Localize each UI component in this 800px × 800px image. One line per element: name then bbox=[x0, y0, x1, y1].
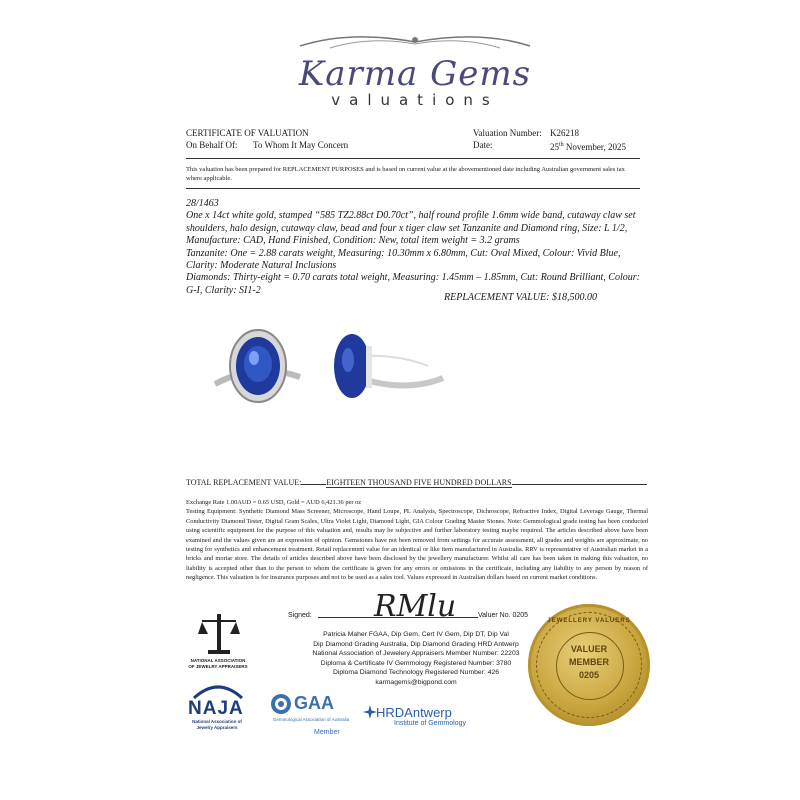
gaa-member-text: Member bbox=[314, 729, 340, 736]
gaa-logo-text: GAA bbox=[294, 693, 334, 713]
testing-text: Testing Equipment: Synthetic Diamond Mass Screener, Microscope, Hand Loupe, PL Analysis, Spectroscope, Dichroscope, Refractive Index, Digital Leverage Gauge, Thermal Conductivity Diamond Tester, Digital Gram Scales, Ultra Violet Light, Diamond Light, GIA Colour Grading Master Stones. Note: Gemmological grade testing has been conducted using scientific equipment for the purpose of this valuation and, results may be subjective and further laboratory testing maybe required. The articles described above have been examined and the values given are an expression of opinion. Gemstones have not been removed from settings for accurate assessment, all grades and weights are approximate, no testing for synthetics and enhancement treatment. Retail replacement value for an identical or like item manufactured in Australia. RRV is representative of Australian market in a bricks and mortar store. The details of articles described above have been disclosed by the jewellery manufacturer. Whilst all care has been taken in making this valuation, no liability is accepted other than to the person to whom the certificate is given for any errors or omissions in the certificate, including any liability to any person by reason of negligence. This valuation is for insurance purposes and not to be used as a sales tool. Values expressed in Australian dollars based on current market conditions. bbox=[186, 508, 648, 582]
scales-of-justice-icon bbox=[198, 612, 240, 656]
credential-line: Dip Diamond Grading Australia, Dip Diamond Grading HRD Antwerp bbox=[313, 640, 519, 648]
purpose-note: This valuation has been prepared for REPLACEMENT PURPOSES and is based on current value at the abovementioned date including Australian government sales tax where applicable. bbox=[186, 166, 625, 182]
total-words: EIGHTEEN THOUSAND FIVE HUNDRED DOLLARS bbox=[326, 478, 512, 487]
seal-top-text: JEWELLERY VALUERS bbox=[547, 618, 631, 624]
signed-label: Signed: bbox=[288, 612, 312, 619]
date-label: Date: bbox=[473, 140, 493, 150]
naja-swoosh-icon bbox=[190, 680, 246, 700]
gaa-subtitle: Gemmological Association of Australia bbox=[272, 717, 350, 722]
credential-line: National Association of Jewelery Appraisers Member Number: 22203 bbox=[312, 650, 520, 658]
logo-script-text: Karma Gems bbox=[298, 54, 532, 94]
on-behalf-label: On Behalf Of: bbox=[186, 140, 238, 150]
ring-top-view-image bbox=[210, 322, 305, 412]
ring-side-view-image bbox=[318, 326, 448, 412]
exchange-rate: Exchange Rate 1.00AUD = 0.65 USD, Gold = AUD 6,421.36 per oz bbox=[186, 499, 362, 506]
total-label: TOTAL REPLACEMENT VALUE: bbox=[186, 478, 302, 487]
ornament-flourish bbox=[290, 28, 540, 54]
credential-line: Patricia Maher FGAA, Dip Gem, Cert IV Gem, Dip DT, Dip Val bbox=[323, 631, 509, 638]
valuation-number: K26218 bbox=[550, 128, 579, 138]
gaa-emblem-icon bbox=[270, 693, 292, 715]
on-behalf-value: To Whom It May Concern bbox=[253, 140, 349, 150]
valuation-number-label: Valuation Number: bbox=[473, 128, 542, 138]
item-line1: One x 14ct white gold, stamped “585 TZ2.88ct D0.70ct”, half round profile 1.6mm wide band, cutaway claw set shoulders, halo design, cutaway claw, bead and four x tiger claw set Tanzanite and Diamond ring, Size: L 1/2, Manufacture: CAD, Hand Finished, Condition: New, total item weight = 3.2 grams bbox=[186, 210, 636, 247]
seal-line3: 0205 bbox=[578, 670, 600, 680]
note-divider bbox=[186, 188, 640, 189]
seal-line2: MEMBER bbox=[569, 657, 609, 667]
item-diamonds: Diamonds: Thirty-eight = 0.70 carats total weight, Measuring: 1.45mm – 1.85mm, Cut: Round Brilliant, Colour: G-I, Clarity: SI1-2 bbox=[186, 272, 640, 296]
naja-caption: NATIONAL ASSOCIATION OF JEWELRY APPRAISERS bbox=[188, 658, 248, 669]
hrd-logo-text: HRDAntwerp bbox=[376, 705, 452, 720]
item-description bbox=[186, 198, 644, 297]
replacement-value: REPLACEMENT VALUE: $18,500.00 bbox=[444, 292, 597, 303]
item-tanzanite: Tanzanite: One = 2.88 carats weight, Measuring: 10.30mm x 6.80mm, Cut: Oval Mixed, Colour: Vivid Blue, Clarity: Moderate Natural Inclusions bbox=[186, 247, 621, 272]
hrd-star-icon bbox=[363, 705, 377, 719]
date-value: 25th November, 2025 bbox=[550, 142, 627, 152]
credential-line: Diploma & Certificate IV Gemmology Registered Number: 3780 bbox=[320, 659, 512, 667]
item-ref: 28/1463 bbox=[186, 198, 219, 209]
naja-logo-text: NAJA bbox=[188, 698, 244, 719]
valuer-number: Valuer No. 0205 bbox=[478, 612, 529, 619]
seal-line1: VALUER bbox=[570, 644, 608, 654]
brand-logo bbox=[270, 28, 560, 108]
certificate-title: CERTIFICATE OF VALUATION bbox=[186, 128, 309, 138]
naja-subtitle: National Association of Jewelry Appraisers bbox=[192, 719, 242, 730]
gold-seal bbox=[528, 604, 650, 726]
total-replacement bbox=[186, 478, 647, 488]
disclaimer-block bbox=[186, 498, 648, 583]
credential-line: Diploma Diamond Technology Registered Number: 426 bbox=[332, 669, 500, 677]
header-divider bbox=[186, 158, 640, 159]
logo-sub-text: valuations bbox=[331, 91, 499, 109]
hrd-subtitle: Institute of Gemmology bbox=[394, 720, 466, 727]
valuer-credentials bbox=[285, 630, 547, 688]
signature: RMlu bbox=[374, 589, 457, 624]
email-text: karmagems@bigpond.com bbox=[375, 678, 457, 686]
